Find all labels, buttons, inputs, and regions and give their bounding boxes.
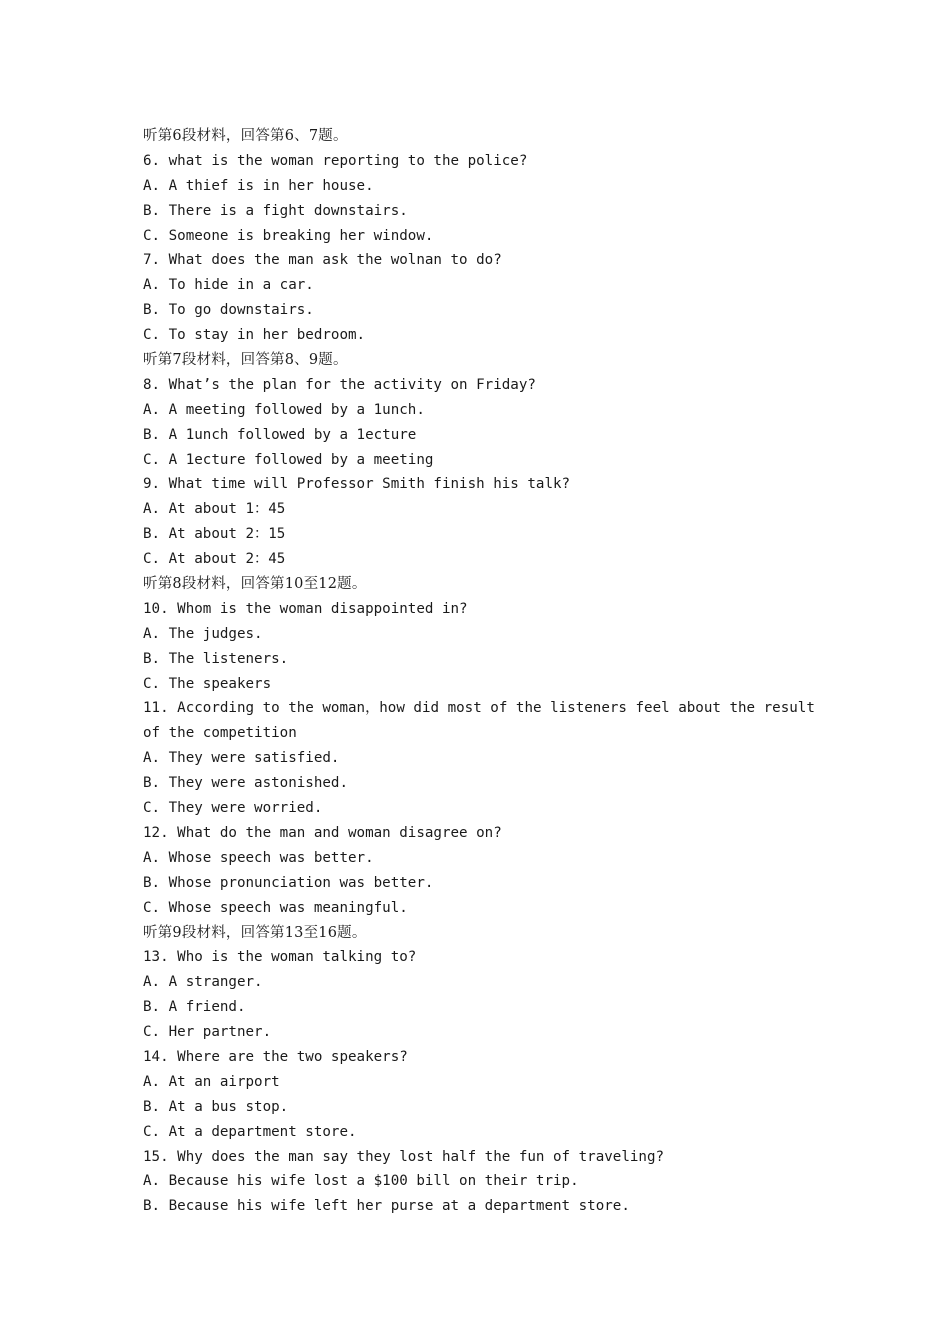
answer-option: A. Whose speech was better.: [143, 849, 374, 866]
answer-option: B. The listeners.: [143, 650, 289, 667]
answer-option: C. A 1ecture followed by a meeting: [143, 451, 434, 468]
answer-option: B. A friend.: [143, 999, 246, 1016]
question-text: 8. What’s the plan for the activity on Friday?: [143, 376, 536, 393]
section-header: 听第9段材料，回答第13至16题。: [143, 924, 367, 941]
answer-option: A. At about 1：45: [143, 501, 286, 518]
answer-option: B. At a bus stop.: [143, 1098, 289, 1115]
answer-option: A. A stranger.: [143, 974, 263, 991]
answer-option: A. A thief is in her house.: [143, 177, 374, 194]
question-text: 12. What do the man and woman disagree on?: [143, 824, 502, 841]
answer-option: C. Her partner.: [143, 1024, 272, 1041]
answer-option: C. To stay in her bedroom.: [143, 327, 366, 344]
section-header: 听第8段材料，回答第10至12题。: [143, 576, 367, 593]
question-text: 15. Why does the man say they lost half the fun of traveling?: [143, 1148, 665, 1165]
answer-option: A. They were satisfied.: [143, 750, 340, 767]
answer-option: C. At about 2：45: [143, 551, 286, 568]
answer-option: B. Because his wife left her purse at a department store.: [143, 1198, 630, 1215]
question-text: 9. What time will Professor Smith finish his talk?: [143, 476, 571, 493]
answer-option: C. At a department store.: [143, 1123, 357, 1140]
question-text: 7. What does the man ask the wolnan to do?: [143, 252, 502, 269]
answer-option: B. At about 2：15: [143, 526, 286, 543]
answer-option: A. A meeting followed by a 1unch.: [143, 401, 425, 418]
question-text: 10. Whom is the woman disappointed in?: [143, 600, 468, 617]
answer-option: B. Whose pronunciation was better.: [143, 874, 434, 891]
answer-option: A. To hide in a car.: [143, 277, 314, 294]
answer-option: B. They were astonished.: [143, 775, 348, 792]
section-header: 听第7段材料，回答第8、9题。: [143, 352, 348, 369]
answer-option: B. There is a fight downstairs.: [143, 202, 408, 219]
answer-option: C. They were worried.: [143, 800, 323, 817]
answer-option: B. A 1unch followed by a 1ecture: [143, 426, 417, 443]
answer-option: A. The judges.: [143, 625, 263, 642]
question-text: 13. Who is the woman talking to?: [143, 949, 417, 966]
answer-option: B. To go downstairs.: [143, 302, 314, 319]
question-text: 11. According to the woman，how did most of the listeners feel about the result: [143, 700, 815, 717]
answer-option: A. At an airport: [143, 1073, 280, 1090]
question-text-continued: of the competition: [143, 725, 297, 742]
question-text: 6. what is the woman reporting to the police?: [143, 152, 528, 169]
question-text: 14. Where are the two speakers?: [143, 1048, 408, 1065]
answer-option: C. Whose speech was meaningful.: [143, 899, 408, 916]
answer-option: A. Because his wife lost a $100 bill on their trip.: [143, 1173, 579, 1190]
answer-option: C. Someone is breaking her window.: [143, 227, 434, 244]
answer-option: C. The speakers: [143, 675, 272, 692]
section-header: 听第6段材料，回答第6、7题。: [143, 128, 348, 144]
exam-page: [143, 124, 843, 1219]
